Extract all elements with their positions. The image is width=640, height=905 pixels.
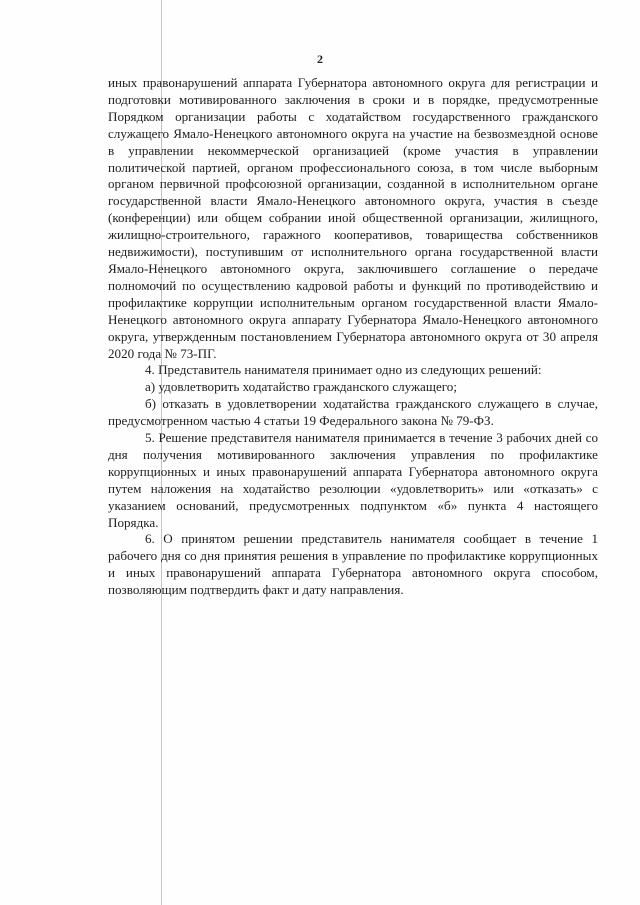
- paragraph-item-5: 5. Решение представителя нанимателя принимается в течение 3 рабочих дней со дня получения мотивированного заключения управления по профилактике коррупционных и иных правонарушений аппарата Губернатора автономного округа путем наложения на ходатайство резолюции «удовлетворить» или «отказать» с указанием оснований, предусмотренных подпунктом «б» пункта 4 настоящего Порядка.: [108, 430, 598, 530]
- paragraph-item-4: 4. Представитель нанимателя принимает одно из следующих решений:: [145, 362, 542, 378]
- paragraph-continuation: иных правонарушений аппарата Губернатора автономного округа для регистрации и подготовки мотивированного заключения в сроки и в порядке, предусмотренные Порядком организации работы с ходатайством государственного гражданского служащего Ямало-Ненецкого автономного округа на участие на безвозмездной основе в управлении некоммерческой организацией (кроме участия в управлении политической партией, органом профессионального союза, в том числе выборным органом первичной профсоюзной организации, созданной в исполнительном органе государственной власти Ямало-Ненецкого автономного округа, участия в съезде (конференции) или общем собрании иной общественной организации, жилищного, жилищно-строительного, гаражного кооперативов, товарищества собственников недвижимости), поступившим от исполнительного органа государственной власти Ямало-Ненецкого автономного округа, заключившего соглашение о передаче полномочий по осуществлению кадровой работы и функций по противодействию и профилактике коррупции исполнительным органом государственной власти Ямало-Ненецкого автономного округа аппарату Губернатора Ямало-Ненецкого автономного округа, утвержденным постановлением Губернатора автономного округа от 30 апреля 2020 года № 73-ПГ.: [108, 75, 598, 361]
- page-number: 2: [317, 52, 323, 66]
- paragraph-item-6: 6. О принятом решении представитель нанимателя сообщает в течение 1 рабочего дня со дня принятия решения в управление по профилактике коррупционных и иных правонарушений аппарата Губернатора автономного округа способом, позволяющим подтвердить факт и дату направления.: [108, 531, 598, 598]
- document-body: [108, 75, 598, 599]
- paragraph-item-4b: б) отказать в удовлетворении ходатайства гражданского служащего в случае, предусмотренном частью 4 статьи 19 Федерального закона № 79-ФЗ.: [108, 396, 598, 429]
- paragraph-item-4a: а) удовлетворить ходатайство гражданского служащего;: [145, 379, 457, 395]
